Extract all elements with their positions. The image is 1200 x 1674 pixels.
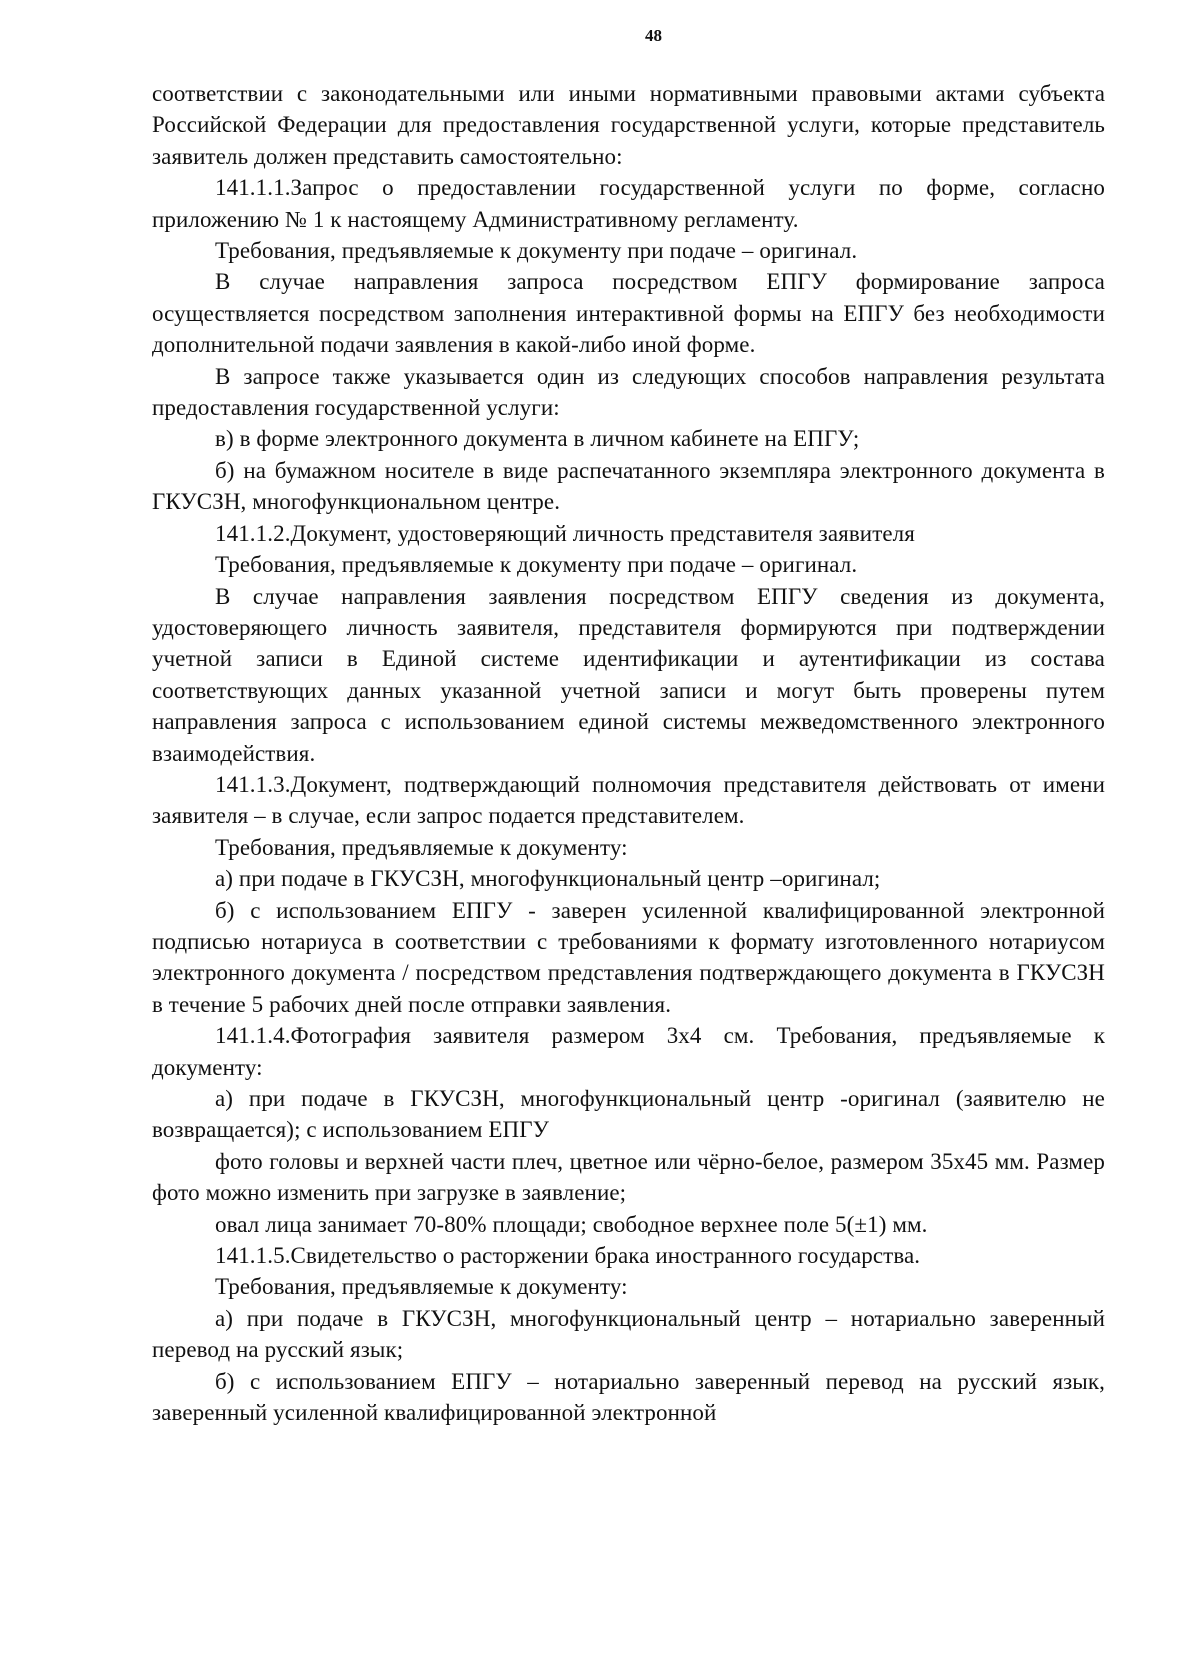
page-number: 48 [645,26,662,45]
paragraph: В случае направления запроса посредством ЕПГУ формирование запроса осуществляется посредством заполнения интерактивной формы на ЕПГУ без необходимости дополнительной подачи заявления в какой-либо иной форме. [152,269,1105,358]
paragraph: Требования, предъявляемые к документу: [215,1274,628,1300]
paragraph: фото головы и верхней части плеч, цветное или чёрно-белое, размером 35х45 мм. Размер фото можно изменить при загрузке в заявление; [152,1148,1105,1206]
paragraph: соответствии с законодательными или иными нормативными правовыми актами субъекта Российской Федерации для предоставления государственной услуги, которые представитель заявитель должен представить самостоятельно: [152,81,1105,169]
paragraph: б) с использованием ЕПГУ – нотариально заверенный перевод на русский язык, заверенный усиленной квалифицированной электронной [152,1368,1105,1426]
paragraph: а) при подаче в ГКУСЗН, многофункциональный центр –оригинал; [215,866,881,892]
paragraph: В запросе также указывается один из следующих способов направления результата предоставления государственной услуги: [152,363,1105,421]
paragraph: а) при подаче в ГКУСЗН, многофункциональный центр – нотариально заверенный перевод на русский язык; [152,1305,1105,1363]
paragraph: 141.1.3.Документ, подтверждающий полномочия представителя действовать от имени заявителя – в случае, если запрос подается представителем. [152,771,1105,829]
paragraph: а) при подаче в ГКУСЗН, многофункциональный центр -оригинал (заявителю не возвращается); с использованием ЕПГУ [152,1086,1105,1143]
paragraph: в) в форме электронного документа в личном кабинете на ЕПГУ; [215,426,860,452]
paragraph: б) на бумажном носителе в виде распечатанного экземпляра электронного документа в ГКУСЗН, многофункциональном центре. [152,457,1105,515]
document-body [152,78,1105,1428]
paragraph: Требования, предъявляемые к документу: [215,834,628,860]
paragraph: В случае направления заявления посредством ЕПГУ сведения из документа, удостоверяющего личность заявителя, представителя формируются при подтверждении учетной записи в Единой системе идентификации и аутентификации из состава соответствующих данных указанной учетной записи и могут быть проверены путем направления запроса с использованием единой системы межведомственного электронного взаимодействия. [152,583,1105,766]
paragraph: б) с использованием ЕПГУ - заверен усиленной квалифицированной электронной подписью нотариуса в соответствии с требованиями к формату изготовленного нотариусом электронного документа / посредством представления подтверждающего документа в ГКУСЗН в течение 5 рабочих дней после отправки заявления. [152,897,1105,1017]
paragraph: овал лица занимает 70-80% площади; свободное верхнее поле 5(±1) мм. [215,1211,928,1237]
paragraph: Требования, предъявляемые к документу при подаче – оригинал. [215,552,858,578]
paragraph: Требования, предъявляемые к документу при подаче – оригинал. [215,238,858,264]
paragraph: 141.1.5.Свидетельство о расторжении брака иностранного государства. [215,1243,921,1269]
paragraph: 141.1.4.Фотография заявителя размером 3х4 см. Требования, предъявляемые к документу: [152,1023,1105,1080]
paragraph: 141.1.1.Запрос о предоставлении государственной услуги по форме, согласно приложению № 1 к настоящему Административному регламенту. [152,175,1105,232]
paragraph: 141.1.2.Документ, удостоверяющий личность представителя заявителя [215,520,915,546]
